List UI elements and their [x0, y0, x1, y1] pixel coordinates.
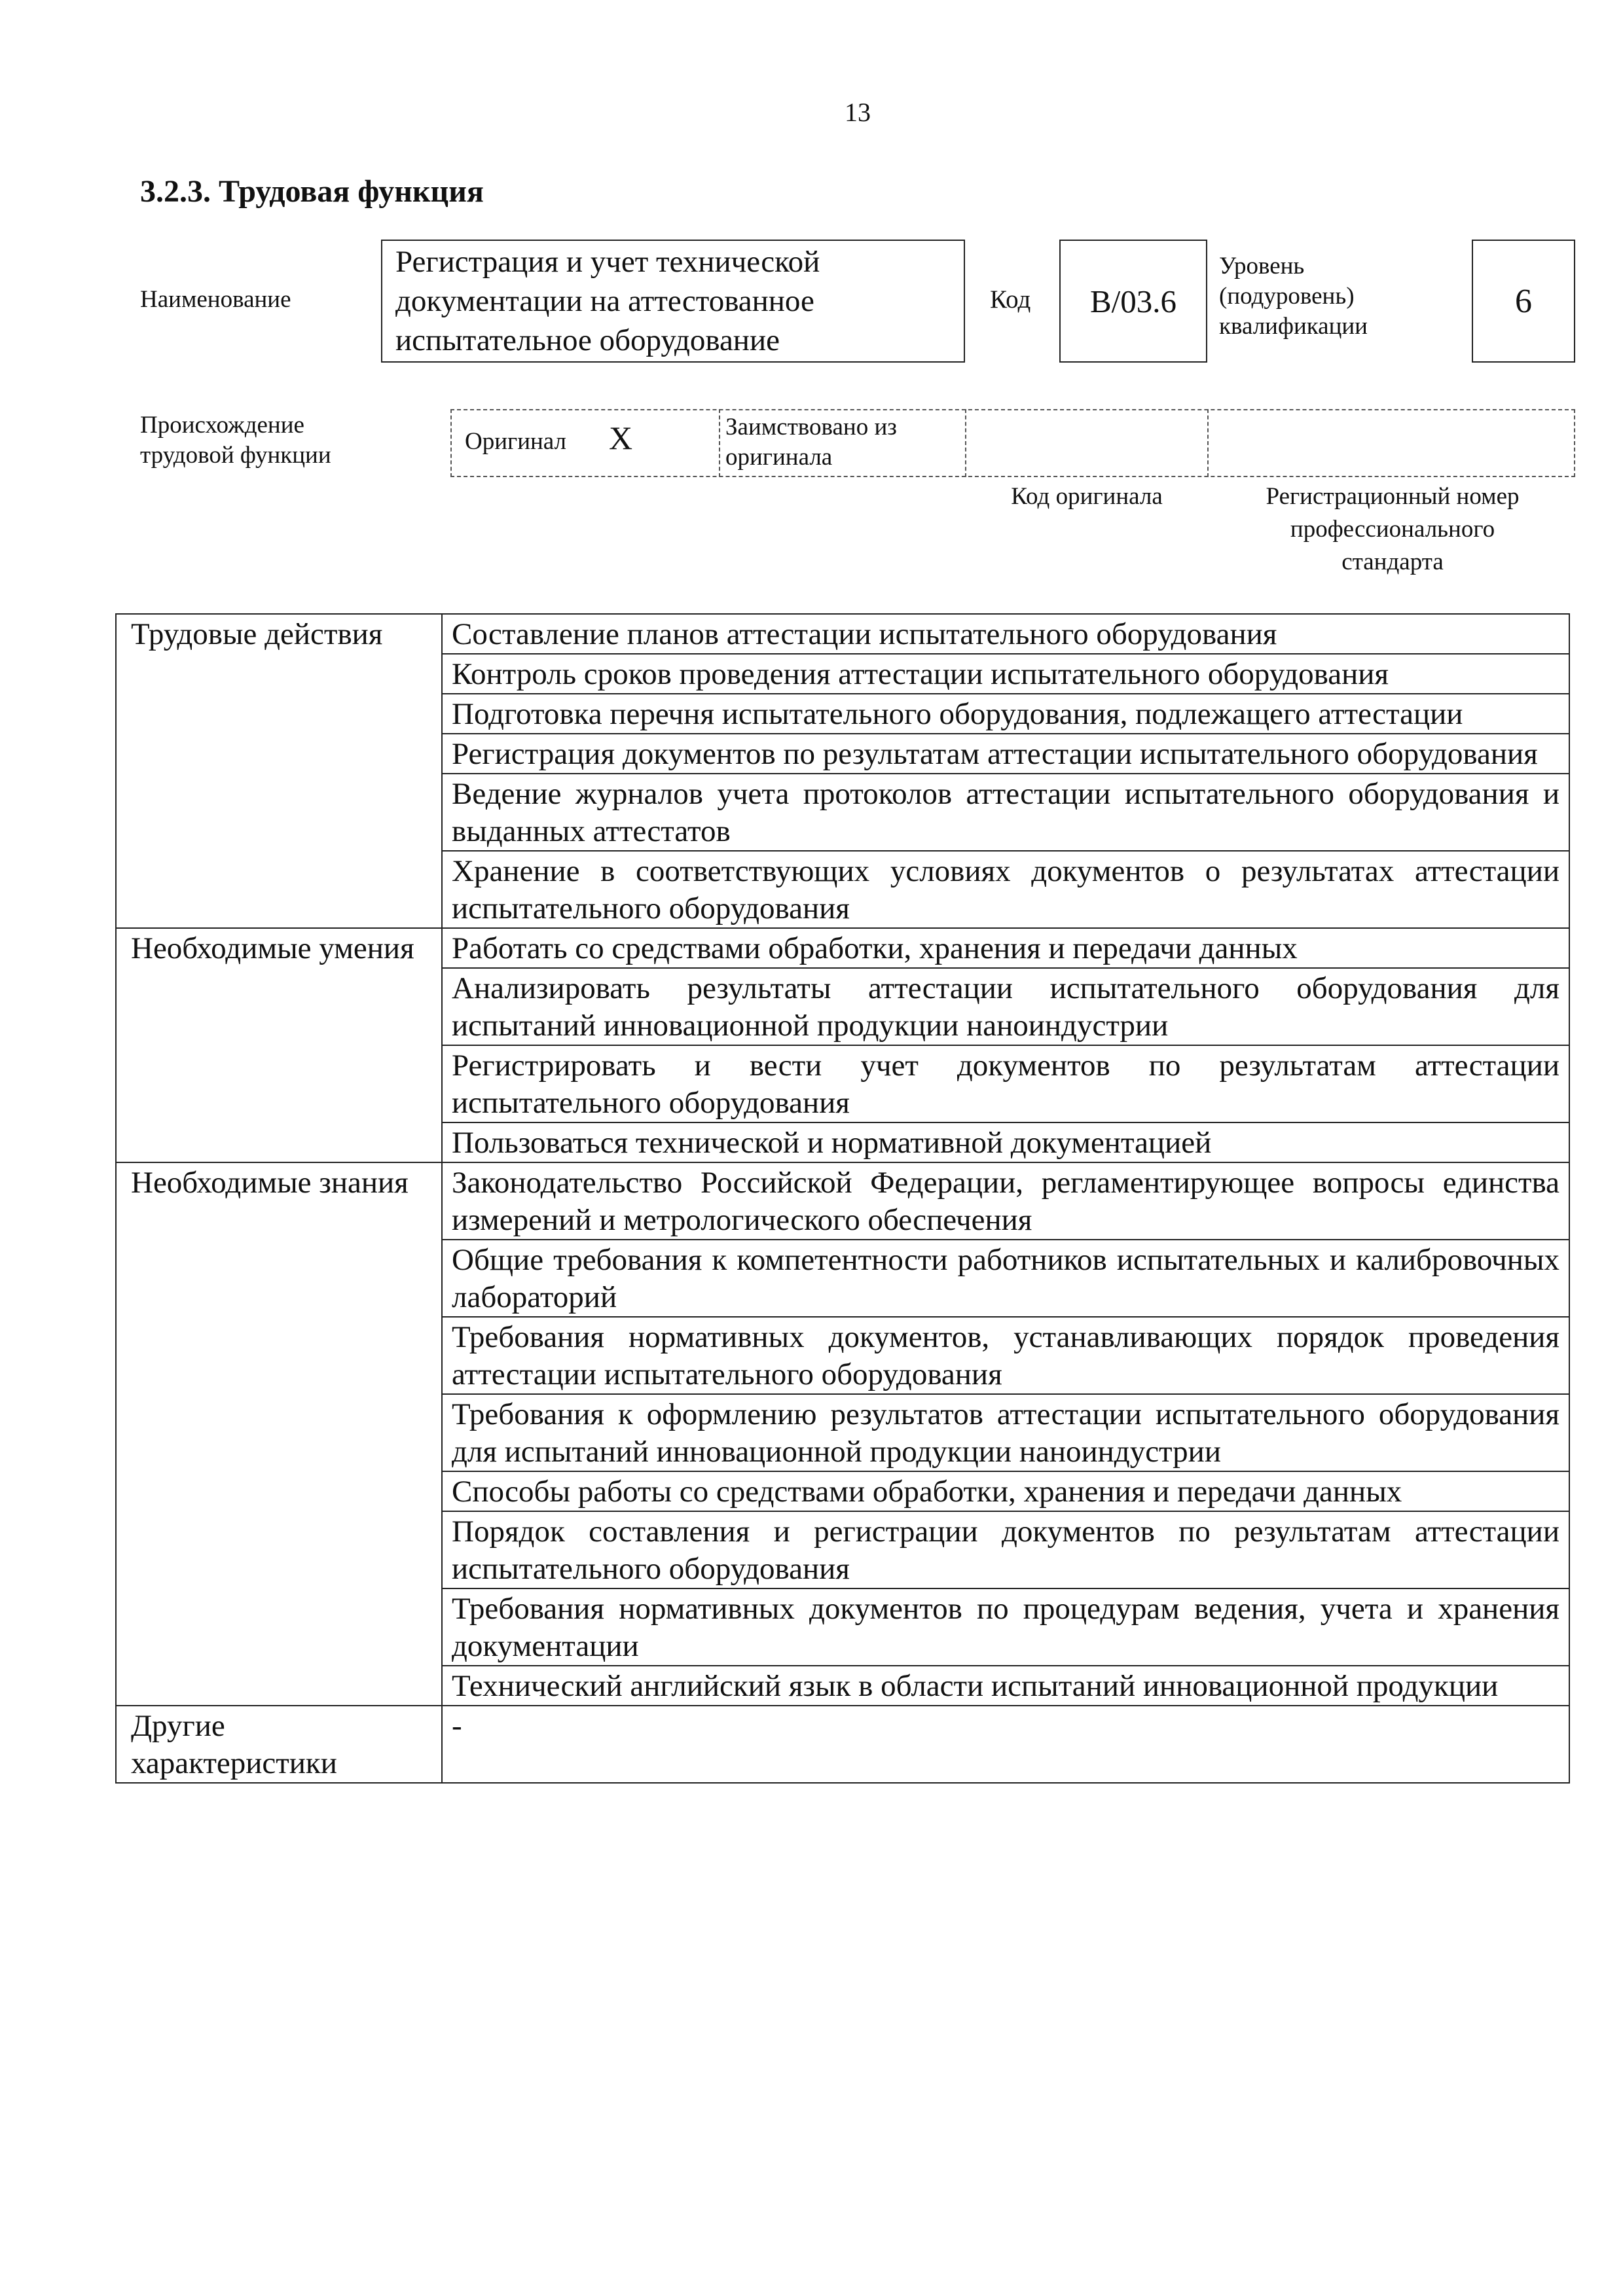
knowledge-label: Необходимые знания [116, 1162, 442, 1706]
function-name-line: документации на аттестованное [395, 284, 814, 318]
skills-label: Необходимые умения [116, 928, 442, 1162]
function-name-line: испытательное оборудование [395, 323, 780, 357]
table-row [116, 928, 1569, 968]
knowledge-item: Порядок составления и регистрации документов по результатам аттестации испытательного оборудования [442, 1511, 1569, 1588]
reg-number-caption-line: стандарта [1341, 548, 1444, 575]
labor-actions-label: Трудовые действия [116, 614, 442, 928]
labor-action-item: Хранение в соответствующих условиях документов о результатах аттестации испытательного оборудования [442, 851, 1569, 928]
labor-action-item: Подготовка перечня испытательного оборудования, подлежащего аттестации [442, 694, 1569, 734]
table-row [116, 614, 1569, 654]
code-label: Код [990, 285, 1031, 314]
origin-label-line: трудовой функции [140, 442, 331, 469]
knowledge-item: Общие требования к компетентности работников испытательных и калибровочных лабораторий [442, 1240, 1569, 1317]
origin-cell-reg-number [1207, 409, 1575, 477]
table-row [116, 1162, 1569, 1240]
level-label [1219, 251, 1368, 342]
reg-number-caption-line: Регистрационный номер [1266, 483, 1520, 510]
labor-action-item: Контроль сроков проведения аттестации испытательного оборудования [442, 654, 1569, 694]
original-label: Оригинал [465, 428, 567, 455]
labor-action-item: Ведение журналов учета протоколов аттестации испытательного оборудования и выданных аттестатов [442, 774, 1569, 851]
page-number: 13 [845, 98, 871, 127]
origin-label-line: Происхождение [140, 412, 304, 439]
skill-item: Анализировать результаты аттестации испытательного оборудования для испытаний инновационной продукции наноиндустрии [442, 968, 1569, 1045]
knowledge-item: Требования нормативных документов, устанавливающих порядок проведения аттестации испытательного оборудования [442, 1317, 1569, 1394]
level-label-line: квалификации [1219, 313, 1368, 340]
knowledge-item: Требования нормативных документов по процедурам ведения, учета и хранения документации [442, 1588, 1569, 1666]
section-title: 3.2.3. Трудовая функция [140, 174, 484, 209]
function-name-box [381, 240, 965, 363]
competency-table [115, 613, 1570, 1784]
level-value-box [1472, 240, 1575, 363]
level-value: 6 [1515, 282, 1532, 320]
table-row [116, 1706, 1569, 1783]
code-original-caption: Код оригинала [1011, 483, 1163, 510]
origin-label [140, 410, 331, 471]
level-label-line: (подуровень) [1219, 283, 1355, 310]
level-label-line: Уровень [1219, 253, 1305, 279]
code-value-box [1059, 240, 1207, 363]
borrowed-label-line: Заимствовано из [725, 414, 897, 440]
origin-cell-code [965, 409, 1207, 477]
knowledge-item: Способы работы со средствами обработки, хранения и передачи данных [442, 1471, 1569, 1511]
knowledge-item: Технический английский язык в области испытаний инновационной продукции [442, 1666, 1569, 1706]
name-label: Наименование [140, 286, 291, 313]
code-value: B/03.6 [1089, 283, 1177, 319]
labor-action-item: Составление планов аттестации испытательного оборудования [442, 614, 1569, 654]
other-value: - [442, 1706, 1569, 1783]
borrowed-label [725, 412, 897, 473]
borrowed-label-line: оригинала [725, 444, 833, 471]
skill-item: Пользоваться технической и нормативной документацией [442, 1122, 1569, 1162]
original-mark: X [609, 420, 633, 456]
labor-action-item: Регистрация документов по результатам аттестации испытательного оборудования [442, 734, 1569, 774]
other-label: Другие характеристики [116, 1706, 442, 1783]
knowledge-item: Законодательство Российской Федерации, регламентирующее вопросы единства измерений и метрологического обеспечения [442, 1162, 1569, 1240]
skill-item: Работать со средствами обработки, хранения и передачи данных [442, 928, 1569, 968]
skill-item: Регистрировать и вести учет документов по результатам аттестации испытательного оборудования [442, 1045, 1569, 1122]
knowledge-item: Требования к оформлению результатов аттестации испытательного оборудования для испытаний инновационной продукции наноиндустрии [442, 1394, 1569, 1471]
function-name-line: Регистрация и учет технической [395, 245, 820, 279]
reg-number-caption-line: профессионального [1290, 516, 1495, 543]
reg-number-caption [1207, 480, 1578, 579]
